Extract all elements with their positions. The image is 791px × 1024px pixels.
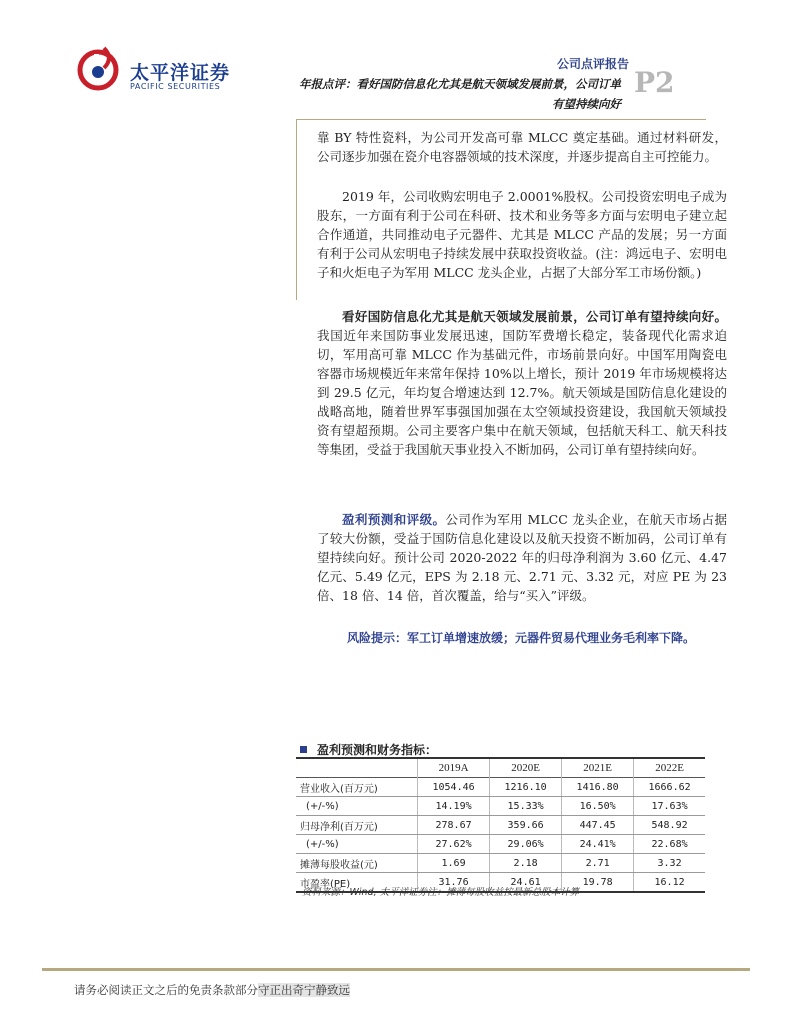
paragraph-text: 靠 BY 特性瓷料，为公司开发高可靠 MLCC 奠定基础。通过材料研发，公司逐步加强在瓷介电容器领域的技术深度，并逐步提高自主可控能力。 (317, 130, 727, 164)
row-label: 营业收入(百万元) (296, 778, 418, 797)
table-cell: 24.41% (562, 835, 634, 854)
table-header-cell: 2020E (490, 758, 562, 778)
page-footer (74, 982, 350, 998)
table-cell: 14.19% (418, 797, 490, 816)
table-cell: 548.92 (634, 816, 705, 835)
table-row (296, 835, 705, 854)
row-label: 市盈率(PE) (296, 873, 418, 893)
table-cell: 1216.10 (490, 778, 562, 797)
table-cell: 19.78 (562, 873, 634, 893)
table-cell: 278.67 (418, 816, 490, 835)
left-column-divider (296, 120, 297, 300)
risk-label: 风险提示： (347, 631, 408, 645)
table-cell: 447.45 (562, 816, 634, 835)
table-cell: 359.66 (490, 816, 562, 835)
footer-divider (42, 968, 750, 971)
table-header-row (296, 758, 705, 778)
table-header-cell: 2019A (418, 758, 490, 778)
table-cell: 1.69 (418, 854, 490, 873)
table-cell: 16.12 (634, 873, 705, 893)
logo-text-en: PACIFIC SECURITIES (130, 82, 221, 91)
table-cell: 2.71 (562, 854, 634, 873)
table-cell: 16.50% (562, 797, 634, 816)
header-divider (296, 119, 706, 120)
financial-forecast-table (296, 757, 705, 893)
table-cell: 1416.80 (562, 778, 634, 797)
body-paragraph-2 (317, 187, 727, 282)
table-cell: 29.06% (490, 835, 562, 854)
table-source-note: 资料来源：Wind, 太平洋证券注：摊薄每股收益按最新总股本计算 (302, 887, 580, 898)
table-cell: 27.62% (418, 835, 490, 854)
body-paragraph-1 (317, 128, 727, 166)
table-cell: 1054.46 (418, 778, 490, 797)
report-title-line2: 有望持续向好 (552, 97, 621, 111)
row-label: 归母净利(百万元) (296, 816, 418, 835)
table-row (296, 797, 705, 816)
table-cell: 1666.62 (634, 778, 705, 797)
table-cell: 31.76 (418, 873, 490, 893)
paragraph-text: 公司作为军用 MLCC 龙头企业，在航天市场占据了较大份额，受益于国防信息化建设以及航天投资不断加码，公司订单有望持续向好。预计公司 2020-2022 年的归母净利润为 3.60 亿元、4.47 亿元、5.49 亿元，EPS 为 2.18 元、2.71 元、3.32 元，对应 PE 为 23 倍、18 倍、14 倍，首次覆盖，给与“买入”评级。 (317, 512, 727, 603)
paragraph-text: 2019 年，公司收购宏明电子 2.0001%股权。公司投资宏明电子成为股东，一方面有利于公司在科研、技术和业务等多方面与宏明电子建立起合作通道，共同推动电子元器件、尤其是 MLCC 产品的发展；另一方面有利于公司从宏明电子持续发展中获取投资收益。(注：鸿远电子、宏明电子和火炬电子为军用 MLCC 龙头企业，占据了大部分军工市场份额。) (317, 189, 727, 280)
table-cell: 2.18 (490, 854, 562, 873)
table-cell: 22.68% (634, 835, 705, 854)
disclaimer-text: 请务必阅读正文之后的免责条款部分 (74, 983, 258, 997)
body-paragraph-3 (317, 307, 727, 459)
risk-text: 军工订单增速放缓；元器件贸易代理业务毛利率下降。 (407, 631, 696, 645)
table-header-cell: 2022E (634, 758, 705, 778)
row-label: (+/-%) (296, 835, 418, 854)
slogan-text: 守正出奇宁静致远 (258, 983, 350, 997)
page-header (0, 0, 791, 120)
risk-warning (347, 629, 695, 646)
row-label: (+/-%) (296, 797, 418, 816)
body-paragraph-4 (317, 510, 727, 605)
table-row (296, 816, 705, 835)
square-bullet-icon (300, 746, 307, 753)
page-number: P2 (634, 66, 675, 99)
row-label: 摊薄每股收益(元) (296, 854, 418, 873)
table-cell: 15.33% (490, 797, 562, 816)
report-type: 公司点评报告 (556, 57, 629, 71)
rating-lead: 盈利预测和评级。 (342, 512, 446, 527)
pacific-securities-logo-icon (74, 44, 122, 92)
table-title-text: 盈利预测和财务指标： (317, 743, 438, 757)
table-header-cell: 2021E (562, 758, 634, 778)
table-header-cell (296, 758, 418, 778)
logo-text-cn: 太平洋证券 (130, 62, 231, 84)
report-title (236, 74, 621, 114)
paragraph-text: 我国近年来国防事业发展迅速，国防军费增长稳定，装备现代化需求迫切，军用高可靠 MLCC 作为基础元件，市场前景向好。中国军用陶瓷电容器市场规模近年来常年保持 10%以上增长，预计 2019 年市场规模将达到 29.5 亿元，年均复合增速达到 12.7%。航天领域是国防信息化建设的战略高地，随着世界军事强国加强在太空领域投资建设，我国航天领域投资有望超预期。公司主要客户集中在航天领域，包括航天科工、航天科技等集团，受益于我国航天事业投入不断加码，公司订单有望持续向好。 (317, 328, 727, 457)
table-title (300, 741, 437, 758)
report-title-line1: 年报点评：看好国防信息化尤其是航天领域发展前景，公司订单 (299, 77, 621, 91)
table-row (296, 778, 705, 797)
table-row (296, 854, 705, 873)
table-cell: 24.61 (490, 873, 562, 893)
table-cell: 3.32 (634, 854, 705, 873)
paragraph-lead: 看好国防信息化尤其是航天领域发展前景，公司订单有望持续向好。 (342, 309, 727, 324)
table-cell: 17.63% (634, 797, 705, 816)
